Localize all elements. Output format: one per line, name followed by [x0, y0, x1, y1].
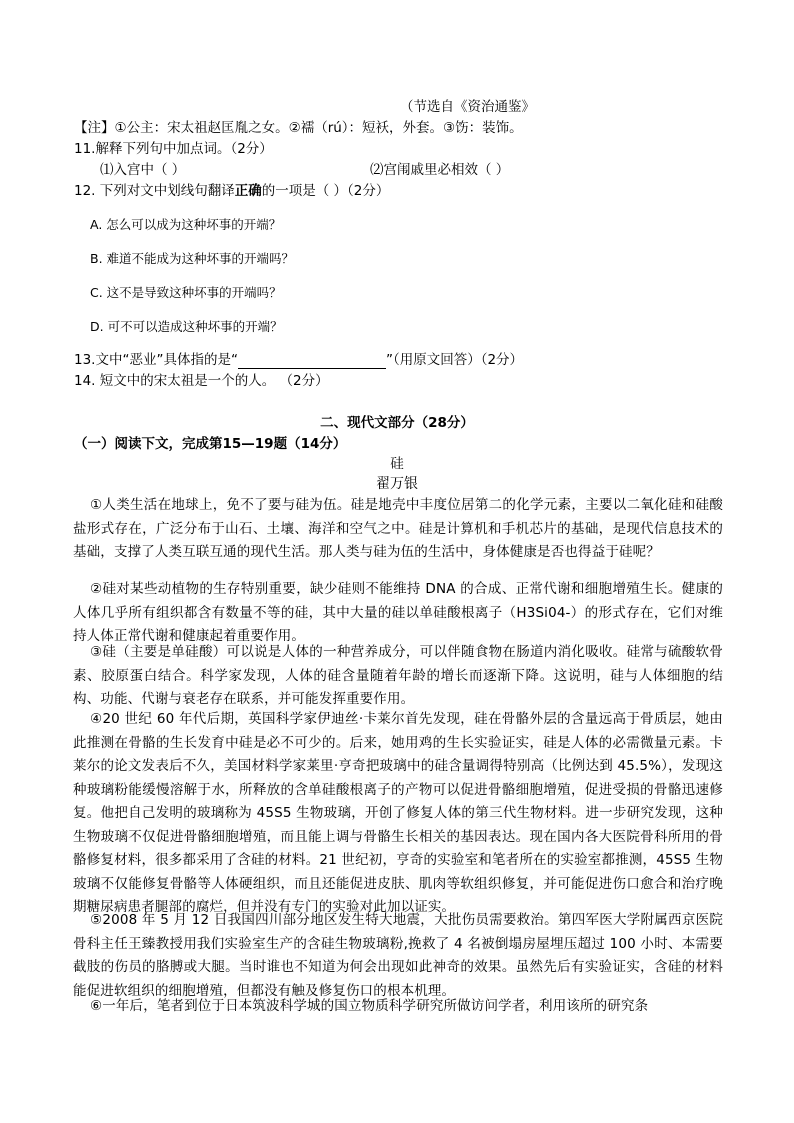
article-paragraph-6: ⑥一年后，笔者到位于日本筑波科学城的国立物质科学研究所做访问学者，利用该所的研究条 [90, 998, 649, 1014]
question-14: 14. 短文中的宋太祖是一个的人。 （2分） [74, 373, 329, 389]
section-2-title: 二、现代文部分（28分） [320, 415, 474, 431]
question-11-item-2: ⑵宫闱戚里必相效（ ） [370, 162, 510, 178]
article-paragraph-1: ①人类生活在地球上，免不了要与硅为伍。硅是地壳中丰度位居第二的化学元素，主要以二氧化硅和硅酸盐形式存在，广泛分布于山石、土壤、海洋和空气之中。硅是计算机和手机芯片的基础，是现代信息技术的基础，支撑了人类互联互通的现代生活。那人类与硅为伍的生活中，身体健康是否也得益于硅呢？ [73, 497, 723, 560]
annotation-note: 【注】①公主：宋太祖赵匡胤之女。②襦（rú）：短袄，外套。③饬：装饰。 [74, 120, 523, 136]
question-12-stem-prefix: 12. 下列对文中划线句翻译 [74, 183, 235, 199]
question-13-prefix: 13.文中“恶业”具体指的是“ [74, 352, 238, 368]
source-note: （节选自《资治通鉴》 [400, 99, 535, 115]
question-12-option-b: B. 难道不能成为这种坏事的开端吗？ [90, 251, 295, 266]
article-paragraph-2: ②硅对某些动植物的生存特别重要，缺少硅则不能维持 DNA 的合成、正常代谢和细胞增殖生长。健康的人体几乎所有组织都含有数量不等的硅，其中大量的硅以单硅酸根离子（H3Si04-）的形式存在，它们对维持人体正常代谢和健康起着重要作用。 [73, 581, 723, 644]
question-12-option-d: D. 可不可以造成这种坏事的开端？ [90, 319, 283, 334]
question-13 [74, 351, 523, 369]
question-12-stem-suffix: 的一项是（ ）（2分） [261, 183, 390, 199]
answer-blank[interactable] [238, 354, 386, 369]
article-title: 硅 [390, 456, 404, 472]
question-12-stem [74, 182, 389, 200]
article-paragraph-4: ④20 世纪 60 年代后期，英国科学家伊迪丝·卡莱尔首先发现，硅在骨骼外层的含量远高于骨质层，她由此推测在骨骼的生长发育中硅是必不可少的。后来，她用鸡的生长实验证实，硅是人体的必需微量元素。卡莱尔的论文发表后不久，美国材料学家莱里·亨奇把玻璃中的硅含量调得特别高（比例达到 45.5%），发现这种玻璃粉能缓慢溶解于水，所释放的含单硅酸根离子的产物可以促进骨骼细胞增殖，促进受损的骨骼迅速修复。他把自己发明的玻璃称为 45S5 生物玻璃，开创了修复人体的第三代生物材料。进一步研究发现，这种生物玻璃不仅促进骨骼细胞增殖，而且能上调与骨骼生长相关的基因表达。现在国内各大医院骨科所用的骨骼修复材料，很多都采用了含硅的材料。21 世纪初，亨奇的实验室和笔者所在的实验室都推测，45S5 生物玻璃不仅能修复骨骼等人体硬组织，而且还能促进皮肤、肌肉等软组织修复，并可能促进伤口愈合和治疗晚期糖尿病患者腿部的腐烂，但并没有专门的实验对此加以证实。 [73, 711, 723, 915]
article-author: 翟万银 [376, 476, 418, 492]
question-13-suffix: ”（用原文回答）（2分） [385, 352, 524, 368]
question-11-stem: 11.解释下列句中加点词。（2分） [74, 141, 273, 157]
question-12-option-c: C. 这不是导致这种坏事的开端吗？ [90, 285, 282, 300]
question-11-item-1: ⑴入宫中（ ） [100, 162, 186, 178]
article-paragraph-3: ③硅（主要是单硅酸）可以说是人体的一种营养成分，可以伴随食物在肠道内消化吸收。硅常与硫酸软骨素、胶原蛋白结合。科学家发现，人体的硅含量随着年龄的增长而逐渐下降。这说明，硅与人体细胞的结构、功能、代谢与衰老存在联系，并可能发挥重要作用。 [73, 644, 723, 707]
question-12-stem-emphasis: 正确 [234, 183, 262, 199]
question-12-option-a: A. 怎么可以成为这种坏事的开端？ [90, 217, 282, 232]
article-paragraph-5: ⑤2008 年 5 月 12 日我国四川部分地区发生特大地震，大批伤员需要救治。第四军医大学附属西京医院骨科主任王臻教授用我们实验室生产的含硅生物玻璃粉,挽救了 4 名被倒塌房屋埋压超过 100 小时、本需要截肢的伤员的胳膊或大腿。当时谁也不知道为何会出现如此神奇的效果。虽然先后有实验证实，含硅的材料能促进软组织的细胞增殖，但都没有触及修复伤口的根本机理。 [73, 912, 723, 999]
subsection-1-title: （一）阅读下文，完成第15—19题（14分） [74, 436, 347, 452]
